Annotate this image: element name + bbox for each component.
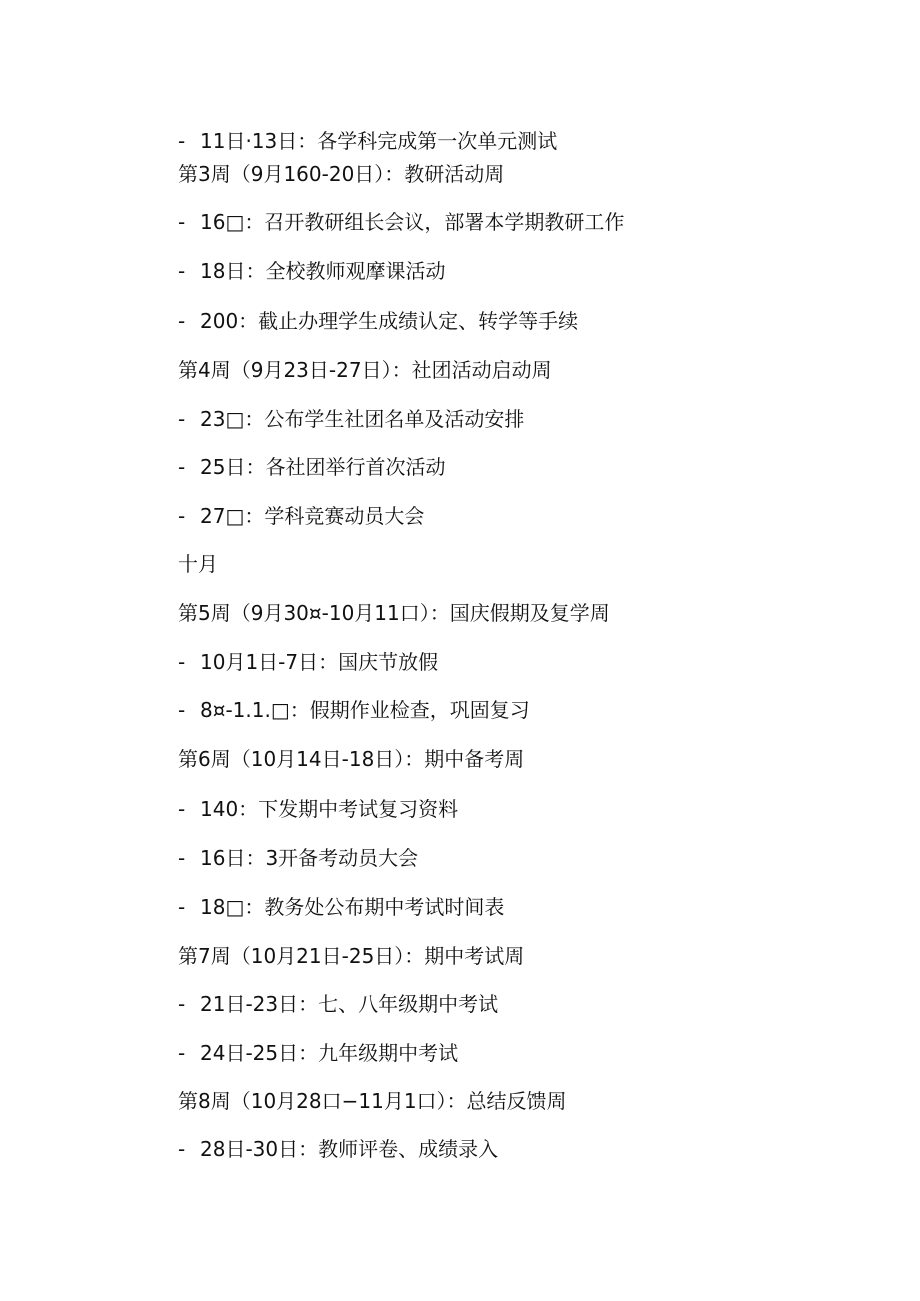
list-dash: - <box>178 992 186 1016</box>
schedule-item <box>178 1136 498 1162</box>
week-heading <box>178 600 610 626</box>
schedule-item <box>178 209 624 235</box>
schedule-item <box>178 454 445 480</box>
schedule-item <box>178 894 504 920</box>
schedule-item <box>178 697 530 723</box>
week-heading <box>178 357 552 383</box>
schedule-item <box>178 796 458 822</box>
list-dash: - <box>178 895 186 919</box>
list-dash: - <box>178 129 186 153</box>
week-heading <box>178 943 524 969</box>
schedule-item <box>178 991 498 1017</box>
week-heading-text: 第4周（9月23日-27日）：社团活动启动周 <box>178 358 552 382</box>
schedule-item-text: 200：截止办理学生成绩认定、转学等手续 <box>200 309 579 333</box>
schedule-item-text: 16□：召开教研组长会议，部署本学期教研工作 <box>200 210 625 234</box>
schedule-item-text: 28日-30日：教师评卷、成绩录入 <box>200 1137 499 1161</box>
list-dash: - <box>178 650 186 674</box>
list-dash: - <box>178 455 186 479</box>
list-dash: - <box>178 797 186 821</box>
list-dash: - <box>178 504 186 528</box>
month-heading <box>178 551 218 577</box>
week-heading-text: 第5周（9月30¤-10月11口）：国庆假期及复学周 <box>178 601 610 625</box>
schedule-item <box>178 649 438 675</box>
schedule-item <box>178 128 557 154</box>
week-heading-text: 第8周（10月28口−11月1口）：总结反馈周 <box>178 1089 567 1113</box>
schedule-item-text: 8¤-1.1.□：假期作业检查，巩固复习 <box>200 698 530 722</box>
list-dash: - <box>178 1137 186 1161</box>
schedule-item-text: 27□：学科竞赛动员大会 <box>200 504 425 528</box>
list-dash: - <box>178 1041 186 1065</box>
schedule-item <box>178 406 524 432</box>
list-dash: - <box>178 407 186 431</box>
week-heading-text: 第7周（10月21日-25日）：期中考试周 <box>178 944 525 968</box>
week-heading-text: 第3周（9月160-20日）：教研活动周 <box>178 162 505 186</box>
week-heading <box>178 746 524 772</box>
schedule-item-text: 24日-25日：九年级期中考试 <box>200 1041 459 1065</box>
schedule-item-text: 140：下发期中考试复习资料 <box>200 797 459 821</box>
week-heading <box>178 1088 567 1114</box>
list-dash: - <box>178 309 186 333</box>
list-dash: - <box>178 259 186 283</box>
list-dash: - <box>178 846 186 870</box>
schedule-item-text: 18日：全校教师观摩课活动 <box>200 259 446 283</box>
schedule-item-text: 18□：教务处公布期中考试时间表 <box>200 895 505 919</box>
schedule-item-text: 23□：公布学生社团名单及活动安排 <box>200 407 525 431</box>
schedule-item-text: 11日·13日：各学科完成第一次单元测试 <box>200 129 558 153</box>
list-dash: - <box>178 698 186 722</box>
schedule-item <box>178 308 578 334</box>
schedule-item <box>178 258 445 284</box>
schedule-item-text: 10月1日-7日：国庆节放假 <box>200 650 439 674</box>
schedule-item-text: 16日：3开备考动员大会 <box>200 846 419 870</box>
week-heading-text: 第6周（10月14日-18日）：期中备考周 <box>178 747 525 771</box>
schedule-item-text: 25日：各社团举行首次活动 <box>200 455 446 479</box>
schedule-item <box>178 1040 458 1066</box>
week-heading <box>178 161 504 187</box>
schedule-item-text: 21日-23日：七、八年级期中考试 <box>200 992 499 1016</box>
month-heading-text: 十月 <box>178 552 218 576</box>
list-dash: - <box>178 210 186 234</box>
schedule-item <box>178 503 424 529</box>
schedule-item <box>178 845 418 871</box>
